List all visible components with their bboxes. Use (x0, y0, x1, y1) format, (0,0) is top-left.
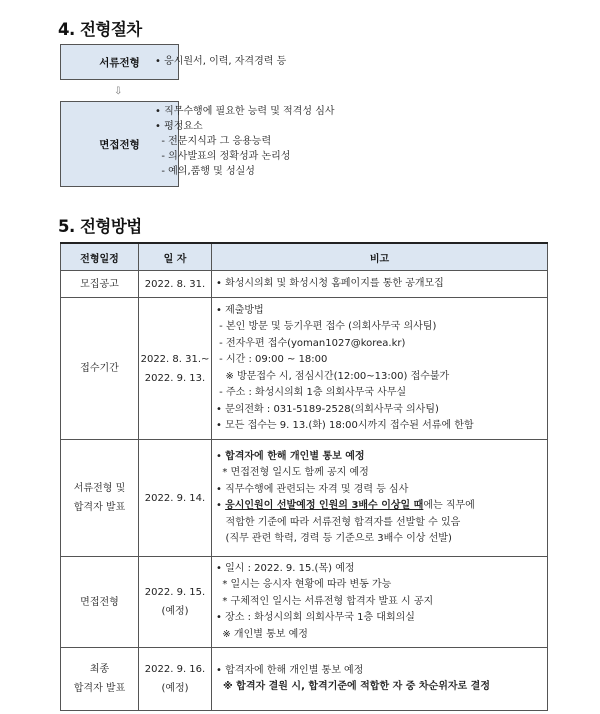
date-cell (139, 557, 212, 648)
note-text: - 본인 방문 및 등기우편 접수 (의회사무국 의사팀) (216, 321, 437, 332)
note-line (216, 303, 543, 320)
note-line (216, 663, 543, 680)
note-text: • (216, 450, 226, 462)
header-date: 일 자 (139, 243, 212, 271)
note-text: * 일시는 응시자 현황에 따라 변동 가능 (216, 579, 392, 591)
notes-cell (212, 648, 548, 711)
header-notes: 비고 (212, 243, 548, 271)
procedure-item: - 의사발표의 정확성과 논리성 (155, 151, 291, 162)
stage-label: 최종 (89, 664, 110, 675)
notes-cell (212, 440, 548, 557)
note-line (216, 679, 543, 696)
table-header-row (61, 243, 548, 271)
note-line (216, 498, 543, 515)
procedure-item: - 예의,품행 및 성실성 (155, 166, 255, 177)
note-line (216, 336, 543, 353)
table-row (61, 271, 548, 298)
note-text: - 시간 : 09:00 ~ 18:00 (216, 354, 328, 365)
stage-label: 서류전형 및 (73, 483, 126, 494)
table-row (61, 557, 548, 648)
notes-cell (212, 271, 548, 298)
note-text: • 직무수행에 관련되는 자격 및 경력 등 심사 (216, 483, 409, 495)
notes-cell (212, 298, 548, 440)
date-label: 2022. 9. 16. (144, 664, 206, 675)
note-line (216, 352, 543, 369)
procedure-item: • 응시원서, 이력, 자격경력 등 (155, 56, 287, 67)
note-line (216, 627, 543, 644)
note-line (216, 531, 543, 548)
date-label: 2022. 8. 31.~ (140, 353, 210, 365)
date-cell (139, 648, 212, 711)
procedure-item: • 직무수행에 필요한 능력 및 적격성 심사 (155, 106, 335, 117)
header-stage: 전형일정 (61, 243, 139, 271)
table-row (61, 648, 548, 711)
notes-cell (212, 557, 548, 648)
section-5-title: 5. 전형방법 (58, 217, 142, 236)
note-text: 응시인원이 선발예정 인원의 3배수 이상일 때 (225, 500, 424, 511)
note-line (216, 449, 543, 466)
stage-label: 면접전형 (80, 596, 119, 608)
note-text: • 제출방법 (216, 304, 264, 316)
date-label: 2022. 9. 13. (144, 372, 206, 384)
note-text: • 화성시의회 및 화성시청 홈페이지를 통한 공개모집 (216, 277, 444, 289)
stage-cell (61, 298, 139, 440)
date-cell (139, 440, 212, 557)
note-line (216, 418, 543, 435)
stage-label: 합격자 발표 (73, 683, 126, 694)
note-text: • 일시 : 2022. 9. 15.(목) 예정 (216, 562, 355, 574)
note-text: 합격자에 한해 개인별 통보 예정 (225, 450, 365, 462)
note-text: - 주소 : 화성시의회 1층 의회사무국 사무실 (216, 387, 407, 398)
note-text: * 구체적인 일시는 서류전형 합격자 발표 시 공지 (216, 595, 434, 607)
note-text: * 면접전형 일시도 함께 공지 예정 (216, 467, 369, 478)
date-label: 2022. 9. 14. (144, 492, 206, 504)
note-line (216, 577, 543, 594)
date-label: (예정) (161, 683, 189, 694)
note-line (216, 482, 543, 499)
note-line (216, 561, 543, 578)
stage-label: 모집공고 (80, 278, 119, 290)
note-text: (직무 관련 학력, 경력 등 기준으로 3배수 이상 선발) (216, 533, 452, 544)
stage-label: 접수기간 (80, 363, 119, 374)
table-row (61, 298, 548, 440)
note-text: 적합한 기준에 따라 서류전형 합격자를 선발할 수 있음 (216, 516, 461, 528)
down-arrow-icon: ⇩ (114, 86, 123, 97)
stage-cell (61, 271, 139, 298)
table-row (61, 440, 548, 557)
date-cell (139, 298, 212, 440)
procedure-item: - 전문지식과 그 응용능력 (155, 136, 272, 147)
note-line (216, 610, 543, 627)
date-label: (예정) (161, 606, 189, 617)
note-line (216, 515, 543, 532)
note-text: 에는 직무에 (423, 500, 475, 511)
note-text: • 장소 : 화성시의회 의회사무국 1층 대회의실 (216, 612, 415, 624)
note-line (216, 276, 543, 293)
note-text: • 모든 접수는 9. 13.(화) 18:00시까지 접수된 서류에 한함 (216, 420, 474, 431)
note-line (216, 385, 543, 402)
date-label: 2022. 9. 15. (144, 587, 206, 598)
selection-schedule-table (60, 242, 548, 711)
stage-cell (61, 557, 139, 648)
note-line (216, 369, 543, 386)
stage-cell (61, 648, 139, 711)
interview-screening-items (155, 104, 335, 179)
date-label: 2022. 8. 31. (144, 278, 206, 290)
note-line (216, 402, 543, 419)
document-screening-items (155, 54, 286, 69)
note-text: - 전자우편 접수(yoman1027@korea.kr) (216, 337, 406, 349)
note-text: ※ 개인별 통보 예정 (216, 628, 308, 640)
note-line (216, 319, 543, 336)
note-line (216, 594, 543, 611)
note-text: • 문의전화 : 031-5189-2528(의회사무국 의사팀) (216, 403, 439, 415)
note-text: • 합격자에 한해 개인별 통보 예정 (216, 664, 364, 676)
note-text: ※ 합격자 결원 시, 합격기준에 적합한 자 중 차순위자로 결정 (216, 681, 490, 692)
date-cell (139, 271, 212, 298)
procedure-item: • 평정요소 (155, 121, 203, 132)
note-text: • (216, 500, 226, 511)
stage-label: 합격자 발표 (73, 502, 126, 513)
document-screening-box: 서류전형 (60, 44, 179, 80)
stage-cell (61, 440, 139, 557)
interview-screening-box: 면접전형 (60, 101, 179, 187)
note-line (216, 465, 543, 482)
section-4-title: 4. 전형절차 (58, 20, 142, 39)
note-text: ※ 방문접수 시, 점심시간(12:00~13:00) 접수불가 (216, 370, 450, 382)
